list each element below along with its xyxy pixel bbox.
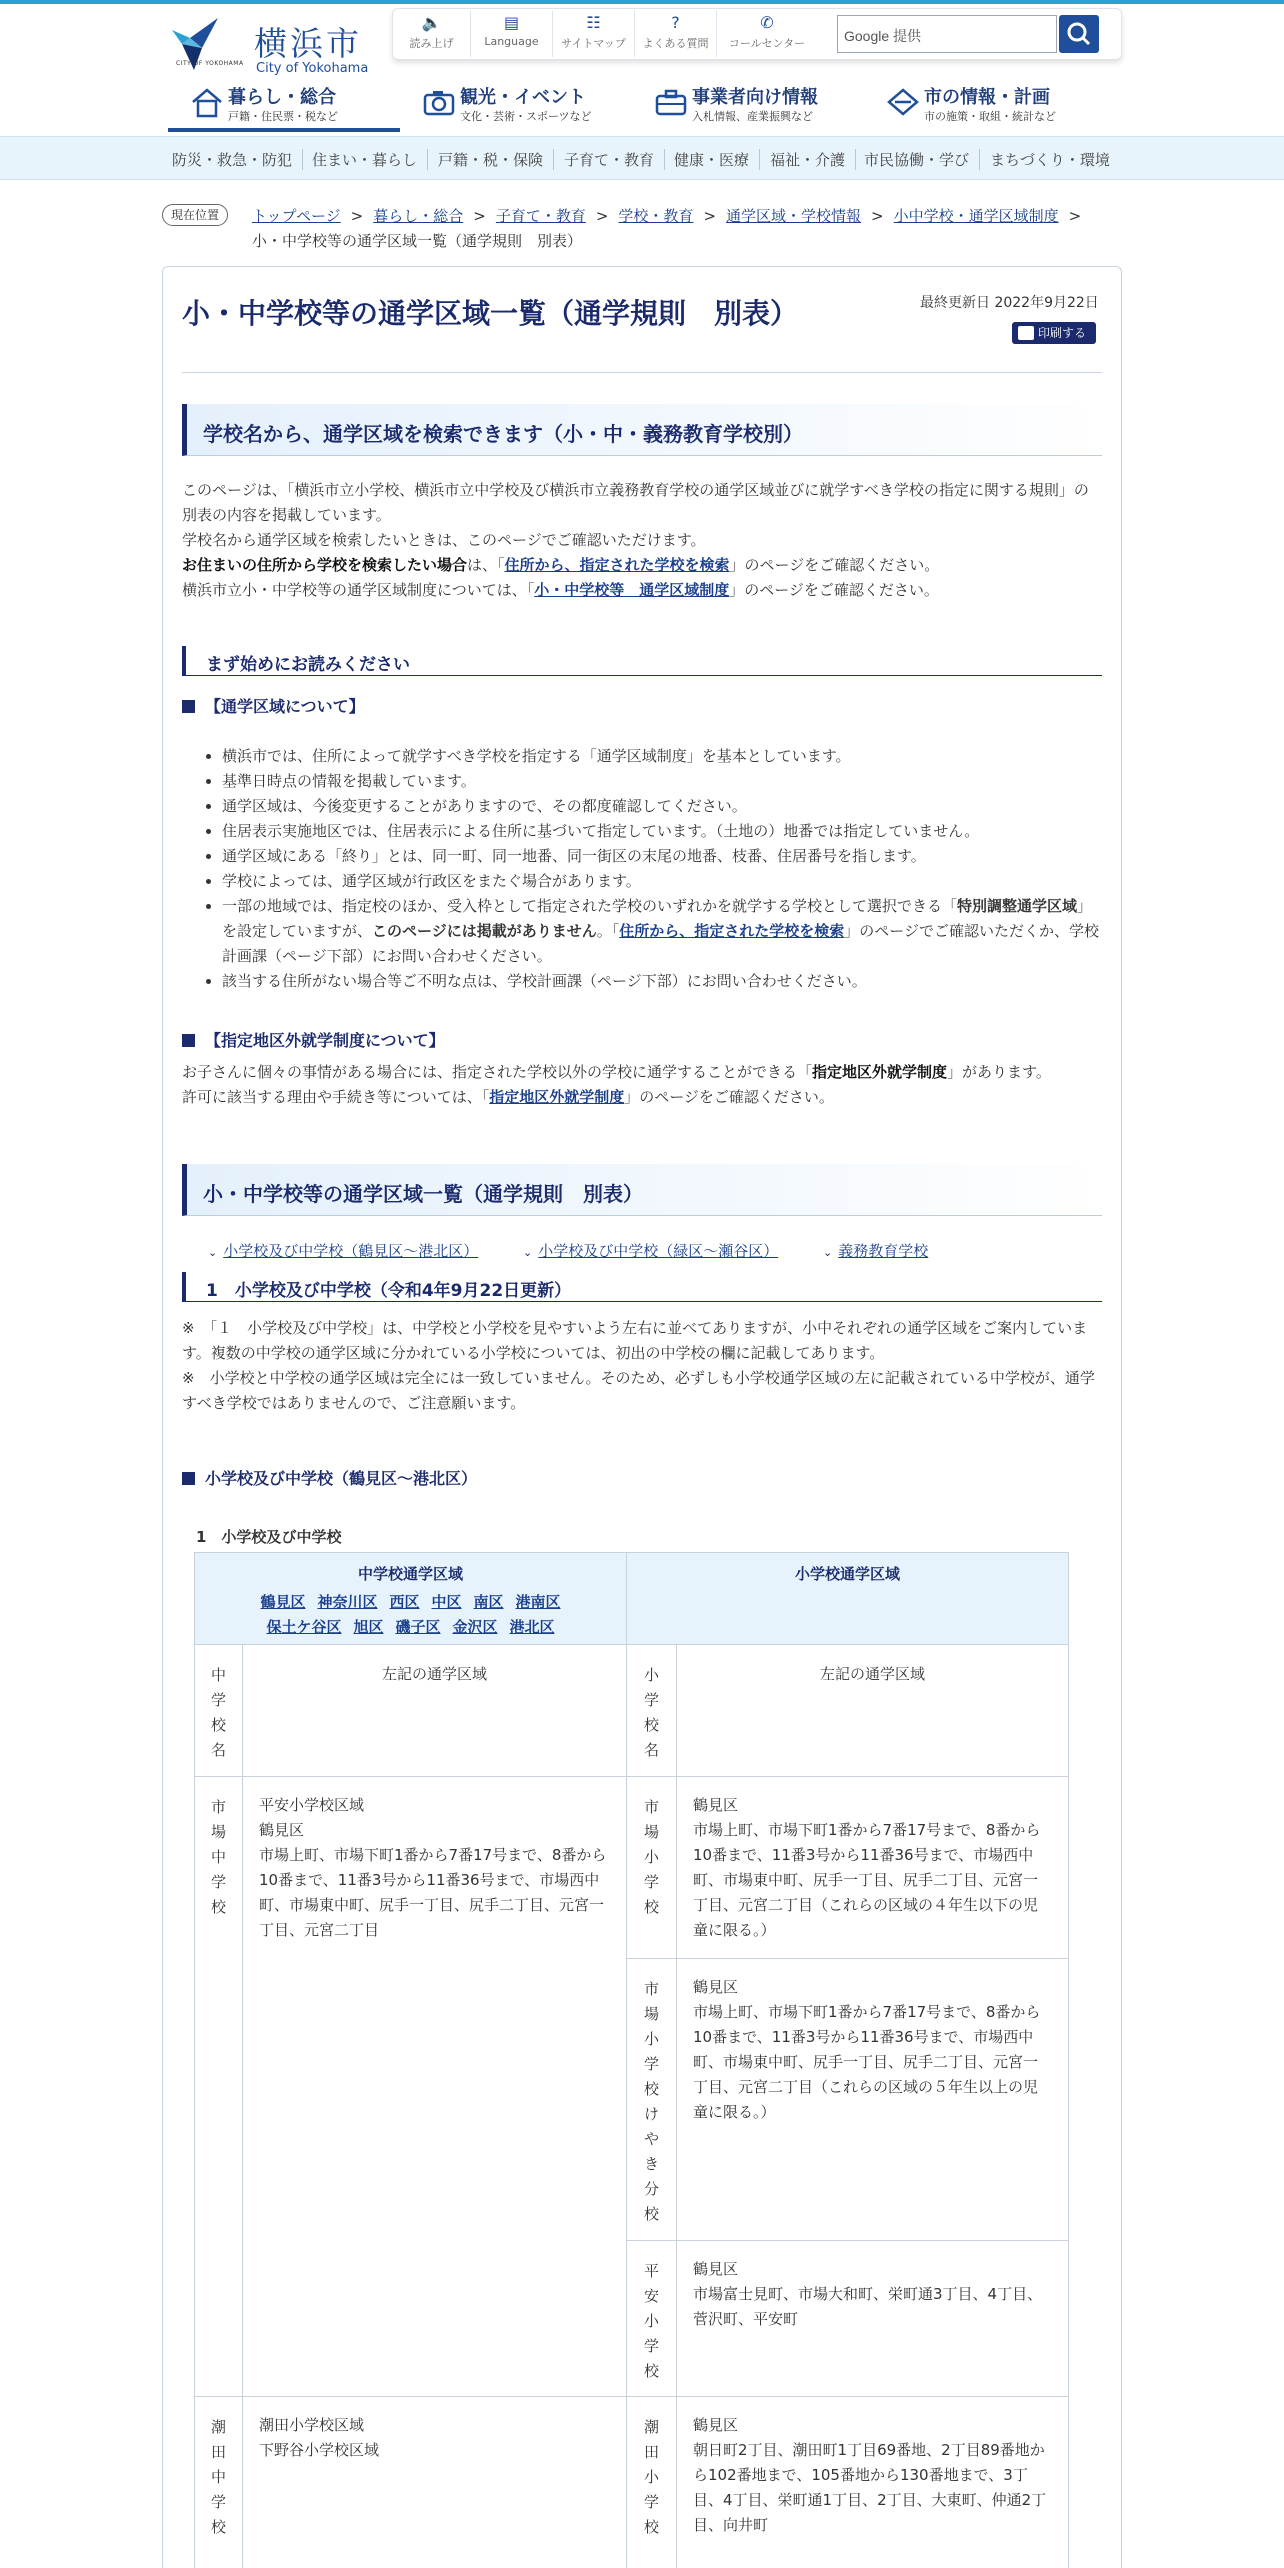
list-item: • 学校によっては、通学区域が行政区をまたぐ場合があります。	[222, 869, 1102, 894]
paragraph: お住まいの住所から学校を検索したい場合は、「住所から、指定された学校を検索」のページをご確認ください。	[182, 556, 940, 574]
chevron-down-icon: ⌄	[823, 1246, 833, 1259]
list-item: • 基準日時点の情報を掲載しています。	[222, 769, 1102, 794]
school-district-table	[194, 1552, 1069, 2568]
anchor-link[interactable]: 小学校及び中学校（緑区～瀬谷区）	[538, 1242, 779, 1260]
language-icon: ▤	[503, 13, 520, 32]
list-item: • 住居表示実施地区では、住居表示による住所に基づいて指定しています。（土地の）地番では指定していません。	[222, 819, 1102, 844]
util-sitemap[interactable]	[553, 11, 635, 57]
ward-link[interactable]: 鶴見区	[260, 1593, 306, 1611]
breadcrumb-link[interactable]: 通学区域・学校情報	[726, 207, 862, 225]
logo-subtitle: City of Yokohama	[256, 61, 369, 76]
printer-icon	[1018, 326, 1034, 340]
table-cell: 潮田中学校	[195, 2397, 243, 2568]
list-item: • 横浜市では、住所によって就学すべき学校を指定する「通学区域制度」を基本としています。	[222, 744, 1102, 769]
site-logo[interactable]	[172, 14, 372, 74]
house-icon	[190, 86, 224, 118]
table-cell: 市場小学校けやき分校	[627, 1959, 677, 2241]
table-cell: 中学校名	[195, 1645, 243, 1777]
page-title: 小・中学校等の通学区域一覧（通学規則 別表）	[182, 297, 799, 330]
breadcrumb-current: 小・中学校等の通学区域一覧（通学規則 別表）	[252, 232, 583, 250]
sub-heading: 小学校及び中学校（鶴見区～港北区）	[182, 1466, 477, 1489]
ward-link[interactable]: 南区	[473, 1593, 504, 1611]
sub-heading: 【指定地区外就学制度について】	[182, 1028, 445, 1051]
table-cell: 小学校名	[627, 1645, 677, 1777]
logo-small-text: CITY OF YOKOHAMA	[176, 60, 244, 67]
sub-heading: 【通学区域について】	[182, 694, 365, 717]
anchor-link[interactable]: 義務教育学校	[838, 1242, 929, 1260]
table-cell: 潮田小学校	[627, 2397, 677, 2568]
breadcrumb-link[interactable]: 学校・教育	[618, 207, 694, 225]
breadcrumb-link[interactable]: 小中学校・通学区域制度	[893, 207, 1059, 225]
gnav-tourism[interactable]	[400, 78, 632, 132]
breadcrumb-link[interactable]: トップページ	[252, 207, 341, 225]
table-row	[195, 1777, 1069, 1959]
utility-bar	[392, 8, 1122, 60]
util-label: 読み上げ	[409, 37, 454, 50]
gnav-title: 市の情報・計画	[924, 87, 1050, 108]
table-cell: 潮田小学校区域 下野谷小学校区域	[243, 2397, 627, 2568]
chevron-down-icon: ⌄	[208, 1246, 218, 1259]
district-system-link[interactable]: 小・中学校等 通学区域制度	[534, 581, 730, 599]
column-header-row	[195, 1645, 1069, 1777]
list-item: • 一部の地域では、指定校のほか、受入枠として指定された学校のいずれかを就学する学校として選択できる「特別調整通学区域」を設定していますが、このページには掲載がありません。「住所から、指定された学校を検索」のページでご確認いただくか、学校計画課（ページ下部）にお問い合わせください。	[222, 894, 1102, 969]
anchor-link[interactable]: 小学校及び中学校（鶴見区～港北区）	[223, 1242, 479, 1260]
util-call-center[interactable]	[717, 11, 817, 57]
util-faq[interactable]	[635, 11, 717, 57]
gnav-title: 事業者向け情報	[692, 87, 818, 108]
out-of-district-link[interactable]: 指定地区外就学制度	[489, 1088, 625, 1106]
gnav-sub: 市の施策・取組・統計など	[924, 110, 1056, 123]
gnav-living[interactable]	[168, 78, 400, 132]
chevron-down-icon: ⌄	[523, 1246, 533, 1259]
subnav-item[interactable]: 住まい・暮らし	[312, 149, 428, 170]
table-cell: 平安小学校	[627, 2241, 677, 2397]
table-cell: 左記の通学区域	[243, 1645, 627, 1777]
square-bullet-icon	[182, 1034, 195, 1047]
table-row	[195, 2397, 1069, 2568]
util-label: Language	[484, 35, 539, 48]
breadcrumb-link[interactable]: 暮らし・総合	[373, 207, 464, 225]
section-heading	[182, 1164, 1102, 1216]
util-label: コールセンター	[728, 37, 806, 50]
divider	[182, 372, 1102, 373]
util-label: よくある質問	[642, 37, 709, 50]
gnav-city-info[interactable]	[864, 78, 1116, 132]
subnav-item[interactable]: 防災・救急・防犯	[172, 149, 303, 170]
table-cell: 鶴見区 朝日町2丁目、潮田町1丁目69番地、2丁目89番地から102番地まで、105番地から130番地まで、3丁目、4丁目、栄町通1丁目、2丁目、大東町、仲通2丁目、向井町	[677, 2397, 1069, 2568]
section2-text	[182, 1060, 1102, 1110]
table-header-row	[195, 1553, 1069, 1645]
last-updated: 最終更新日 2022年9月22日	[920, 295, 1099, 311]
ward-link[interactable]: 旭区	[353, 1618, 384, 1636]
jh-header: 中学校通学区域 鶴見区 神奈川区 西区 中区 南区 港南区 保土ケ谷区 旭区 磯子区 金沢区 港北区	[195, 1553, 627, 1645]
sitemap-icon: ☷	[586, 13, 601, 32]
subnav-item[interactable]: まちづくり・環境	[990, 151, 1110, 169]
ward-link[interactable]: 港南区	[515, 1593, 561, 1611]
camera-icon	[422, 86, 456, 118]
ward-link[interactable]: 金沢区	[452, 1618, 498, 1636]
table-cell: 市場中学校	[195, 1777, 243, 2397]
print-label: 印刷する	[1037, 326, 1086, 340]
paragraph: 横浜市立小・中学校等の通学区域制度については、「小・中学校等 通学区域制度」のページをご確認ください。	[182, 581, 939, 599]
square-bullet-icon	[182, 700, 195, 713]
ward-link[interactable]: 磯子区	[395, 1618, 441, 1636]
paragraph: 許可に該当する理由や手続き等については、「指定地区外就学制度」のページをご確認ください。	[182, 1088, 834, 1106]
ward-link[interactable]: 保土ケ谷区	[266, 1618, 342, 1636]
list-item: • 通学区域は、今後変更することがありますので、その都度確認してください。	[222, 794, 1102, 819]
speaker-icon: 🔈	[421, 13, 442, 32]
table-cell: 鶴見区 市場上町、市場下町1番から7番17号まで、8番から10番まで、11番3号から11番36号まで、市場西中町、市場東中町、尻手一丁目、尻手二丁目、元宮一丁目、元宮二丁目（これらの区域の５年生以上の児童に限る。）	[677, 1959, 1069, 2241]
question-icon: ?	[671, 13, 680, 32]
paragraph: 学校名から通学区域を検索したいときは、このページでご確認いただけます。	[182, 531, 706, 549]
breadcrumb-link[interactable]: 子育て・教育	[495, 207, 586, 225]
ward-link[interactable]: 中区	[431, 1593, 462, 1611]
address-search-link[interactable]: 住所から、指定された学校を検索	[504, 556, 730, 574]
breadcrumb-badge: 現在位置	[162, 204, 228, 226]
gnav-sub: 戸籍・住民票・税など	[228, 110, 338, 123]
section-heading	[182, 404, 1102, 456]
gnav-title: 暮らし・総合	[228, 87, 336, 108]
subsection-heading-text: まず始めにお読みください	[206, 655, 410, 675]
section-heading-text: 小・中学校等の通学区域一覧（通学規則 別表）	[203, 1182, 643, 1206]
paragraph: このページは、「横浜市立小学校、横浜市立中学校及び横浜市立義務教育学校の通学区域並びに就学すべき学校の指定に関する規則」の別表の内容を掲載しています。	[182, 481, 1089, 524]
search-button[interactable]	[1059, 15, 1099, 53]
table-cell: 鶴見区 市場富士見町、市場大和町、栄町通3丁目、4丁目、菅沢町、平安町	[677, 2241, 1069, 2397]
site-header	[0, 4, 1284, 136]
sub-nav	[0, 136, 1284, 180]
briefcase-icon	[654, 86, 688, 118]
gnav-title: 観光・イベント	[460, 87, 586, 108]
es-header: 小学校通学区域	[627, 1553, 1069, 1645]
subnav-item[interactable]: 健康・医療	[674, 149, 760, 170]
search-icon	[1059, 15, 1099, 53]
section1-text	[182, 478, 1102, 603]
gnav-business[interactable]	[632, 78, 864, 132]
subsection-heading	[182, 1272, 1102, 1302]
breadcrumb: トップページ > 暮らし・総合 > 子育て・教育 > 学校・教育 > 通学区域・学校情報 > 小中学校・通学区域制度 >	[252, 207, 1082, 225]
phone-icon: ✆	[760, 13, 774, 32]
search-box[interactable]	[837, 15, 1057, 53]
gnav-sub: 入札情報、産業振興など	[692, 110, 813, 123]
list-item: • 通学区域にある「終り」とは、同一町、同一地番、同一街区の末尾の地番、枝番、住居番号を指します。	[222, 844, 1102, 869]
ward-link[interactable]: 港北区	[509, 1618, 555, 1636]
anchor-links	[208, 1240, 968, 1261]
subnav-item[interactable]: 福祉・介護	[770, 149, 856, 170]
subnav-item[interactable]: 戸籍・税・保険	[438, 149, 554, 170]
notice-list	[222, 744, 1102, 994]
global-nav	[168, 78, 1116, 132]
logo-title: 横浜市	[254, 24, 362, 63]
search-input[interactable]	[838, 16, 1056, 52]
gnav-sub: 文化・芸術・スポーツなど	[460, 110, 592, 123]
note: ※ 「１ 小学校及び中学校」は、中学校と小学校を見やすいよう左右に並べてありますが、小中それぞれの通学区域をご案内しています。複数の中学校の通学区域に分かれている小学校については、初出の中学校の欄に記載してあります。	[182, 1319, 1088, 1362]
square-bullet-icon	[182, 1472, 195, 1485]
ward-link[interactable]: 神奈川区	[317, 1593, 378, 1611]
address-search-link[interactable]: 住所から、指定された学校を検索	[619, 922, 845, 940]
search-label: Google 提供	[844, 28, 922, 44]
util-language[interactable]	[471, 11, 553, 57]
diamond-icon	[886, 86, 920, 118]
list-item: • 該当する住所がない場合等ご不明な点は、学校計画課（ページ下部）にお問い合わせください。	[222, 969, 1102, 994]
util-read-aloud[interactable]	[393, 11, 471, 57]
util-label: サイトマップ	[561, 37, 626, 50]
paragraph: お子さんに個々の事情がある場合には、指定された学校以外の学校に通学することができる「指定地区外就学制度」があります。	[182, 1063, 1051, 1081]
section3-notes	[182, 1316, 1102, 1416]
subsection-heading-text: 1 小学校及び中学校（令和4年9月22日更新）	[206, 1281, 572, 1301]
section-heading-text: 学校名から、通学区域を検索できます（小・中・義務教育学校別）	[203, 422, 803, 446]
table-cell: 鶴見区 市場上町、市場下町1番から7番17号まで、8番から10番まで、11番3号から11番36号まで、市場西中町、市場東中町、尻手一丁目、尻手二丁目、元宮一丁目、元宮二丁目（これらの区域の４年生以下の児童に限る。）	[677, 1777, 1069, 1959]
ward-link[interactable]: 西区	[389, 1593, 420, 1611]
note: ※ 小学校と中学校の通学区域は完全には一致していません。そのため、必ずしも小学校通学区域の左に記載されている中学校が、通学すべき学校ではありませんので、ご注意願います。	[182, 1369, 1095, 1412]
print-button[interactable]	[1012, 322, 1096, 344]
table-cell: 平安小学校区域 鶴見区 市場上町、市場下町1番から7番17号まで、8番から10番まで、11番3号から11番36号まで、市場西中町、市場東中町、尻手一丁目、尻手二丁目、元宮一丁目、元宮二丁目	[243, 1777, 627, 2397]
table-caption: 1 小学校及び中学校	[196, 1528, 342, 1546]
table-cell: 市場小学校	[627, 1777, 677, 1959]
subnav-item[interactable]: 子育て・教育	[564, 149, 665, 170]
table-cell: 左記の通学区域	[677, 1645, 1069, 1777]
subnav-item[interactable]: 市民協働・学び	[864, 149, 980, 170]
subsection-heading	[182, 646, 1102, 676]
ward-links	[195, 1590, 626, 1640]
